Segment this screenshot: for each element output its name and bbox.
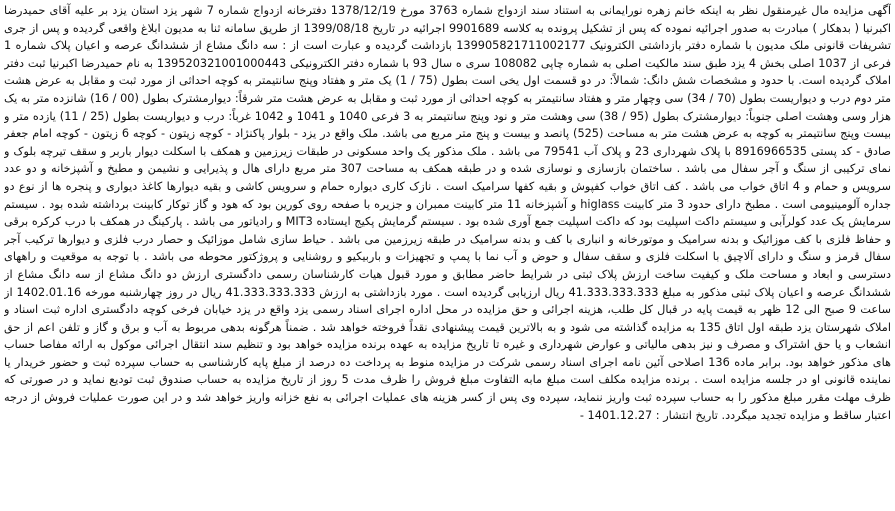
auction-notice-text: آگهی مزایده مال غیرمنقول نظر به اینکه خانم زهره نورایمانی به استناد سند ازدواج شماره 3763 مورخ 1378/12/19 دفترخانه ازدواج شماره 7 شهر یزد استان یزد بر علیه آقای حمیدرضا اکبرنیا ( بدهکار ) مبادرت به صدور اجرائیه نموده که پس از تشکیل پرونده به کلاسه 9901689 اجرائیه در تاریخ 1399/08/18 از طریق سامانه ثنا به مدیون ابلاغ واقعی گردیده و پس از جری تشریفات قانونی ملک مدیون با شماره دفتر بازداشتی الکترونیک 139905821711002177 بازداشت گردیده و عبارت است از : سه دانگ مشاع از ششدانگ عرصه و اعیان پلاک شماره 1 فرعی از 1037 اصلی بخش 4 یزد طبق سند مالکیت اصلی به شماره چاپی 108082 سری ه سال 93 با شماره دفتر الکترونیکی 139520321001000443 به نام حمیدرضا اکبرنیا ثبت دفتر املاک گردیده است. با حدود و مشخصات شش دانگ: شمالاً: در دو قسمت اول یخی است بطول (75 / 1) یک متر و هفتاد وپنج سانتیمتر به کوچه احداثی از مورد ثبت و مقابل به عرض هشت متر دوم درب و دیواریست بطول (70 / 34) سی وچهار متر و هفتاد سانتیمتر به کوچه احداثی از مورد ثبت و مقابل به عرض هشت متر شرقاً: دیوارمشترک بطول (00 / 16) شانزده متر به یک هزار وسی وهشت اصلی جنوباً: دیوارمشترک بطول (95 / 38) سی وهشت متر و نود وپنج سانتیمتر به 3 فرعی 1040 و 1041 و 1042 غرباً: درب و دیواریست بطول (25 / 11) یازده متر و بیست وپنج سانتیمتر به کوچه به عرض هشت متر به مساحت (525) پانصد و بیست و پنج متر مربع می باشد. ملک واقع در یزد - بلوار پاکنژاد - کوچه زیتون - کوچه 6 زیتون - کوچه امام جعفر صادق - کد پستی 8916966535 با پلاک شهرداری 23 و پلاک آب 79541 می باشد . ملک مذکور یک واحد مسکونی در طبقات زیرزمین و همکف با اسکلت دیوار باربر و سقف تیرچه بلوک و نمای ترکیبی از سنگ و آجر سفال می باشد . ساختمان بازسازی و نوسازی شده و در طبقه همکف به مساحت 307 متر مربع دارای هال و پذیرایی و نشیمن و مطبخ و آشپزخانه و دو عدد سرویس و حمام و 4 اتاق خواب می باشد . کف اتاق خواب کفپوش و بقیه کفها سرامیک است . نازک کاری دیواره حمام و سرویس کاشی و بقیه دیوارها کاغذ دیواری و پنجره ها از نوع دو جداره آلومینیومی است . مطبخ دارای حدود 3 متر کابینت higlass و آشپزخانه 11 متر کابینت ممبران و جزیره با صفحه روی کورین بود که هود و گاز توکار کابینت برداشته شده بود . سیستم سرمایش یک عدد کولرآبی و سیستم داکت اسپلیت بود که داکت اسپلیت جمع آوری شده بود . سیستم گرمایش پکیج ایستاده MIT3 و رادیاتور می باشد . پارکینگ در همکف با درب کرکره برقی و حفاظ فلزی با کف موزائیک و بدنه سرامیک و موتورخانه و انباری با کف و بدنه سرامیک در طبقه زیرزمین می باشد . حیاط سازی شامل موزائیک و حصار درب فلزی و دیوارها ترکیب آجر سفال قرمز و سنگ و دارای آلاچیق با اسکلت فلزی و سقف سفال و حوض و آب نما با پمپ و تجهیزات و باربیکیو و روشنایی و پروژکتور محوطه می باشد . با توجه به موقعیت و راههای دسترسی و ابعاد و مساحت ملک و کیفیت ساخت ارزش پلاک ثبتی در شرایط حاضر مطابق و مورد قبول هیات کارشناسان رسمی دادگستری ارزش دو دانگ مشاع از سه دانگ مشاع از ششدانگ عرصه و اعیان پلاک ثبتی مذکور به مبلغ 41.333.333.333 ریال ارزیابی گردیده است . مورد بازداشتی به ارزش 41.333.333.333 ریال در روز چهارشنبه مورخه 1402.01.16 از ساعت 9 صبح الی 12 ظهر به قیمت پایه در قبال کل طلب، هزینه اجرائی و حق مزایده در محل اداره اجرای اسناد رسمی یزد واقع در یزد خیابان فرخی کوچه دادگستری اداره ثبت اسناد و املاک شهرستان یزد طبقه اول اتاق 135 به مزایده گذاشته می شود و به بالاترین قیمت پیشنهادی نقداً فروخته خواهد شد . ضمناً هرگونه بدهی مربوط به آب و برق و گاز و تلفن اعم از حق انشعاب و یا حق اشتراک و مصرف و نیز بدهی مالیاتی و عوارض شهرداری و غیره تا تاریخ مزایده به عهده برنده مزایده خواهد بود و تنظیم سند انتقال اجرائی موکول به ارائه مفاصا حساب های مذکور خواهد بود. برابر ماده 136 اصلاحی آئین نامه اجرای اسناد رسمی شرکت در مزایده منوط به پرداخت ده درصد از مبلغ پایه کارشناسی به حساب سپرده ثبت و حضور خریدار یا نماینده قانونی او در جلسه مزایده است . برنده مزایده مکلف است مبلغ مابه التفاوت مبلغ فروش را ظرف مدت 5 روز از تاریخ مزایده به حساب صندوق ثبت تودیع نماید و در صورتی که ظرف مهلت مقرر مبلغ مذکور را به حساب سپرده ثبت واریز ننماید، سپرده وی پس از کسر هزینه های عملیات اجرائی به نفع خزانه واریز خواهد شد و در این صورت عملیات فروش از درجه اعتبار ساقط و مزایده تجدید میگردد. تاریخ انتشار : 1401.12.27 - [4,4,891,422]
